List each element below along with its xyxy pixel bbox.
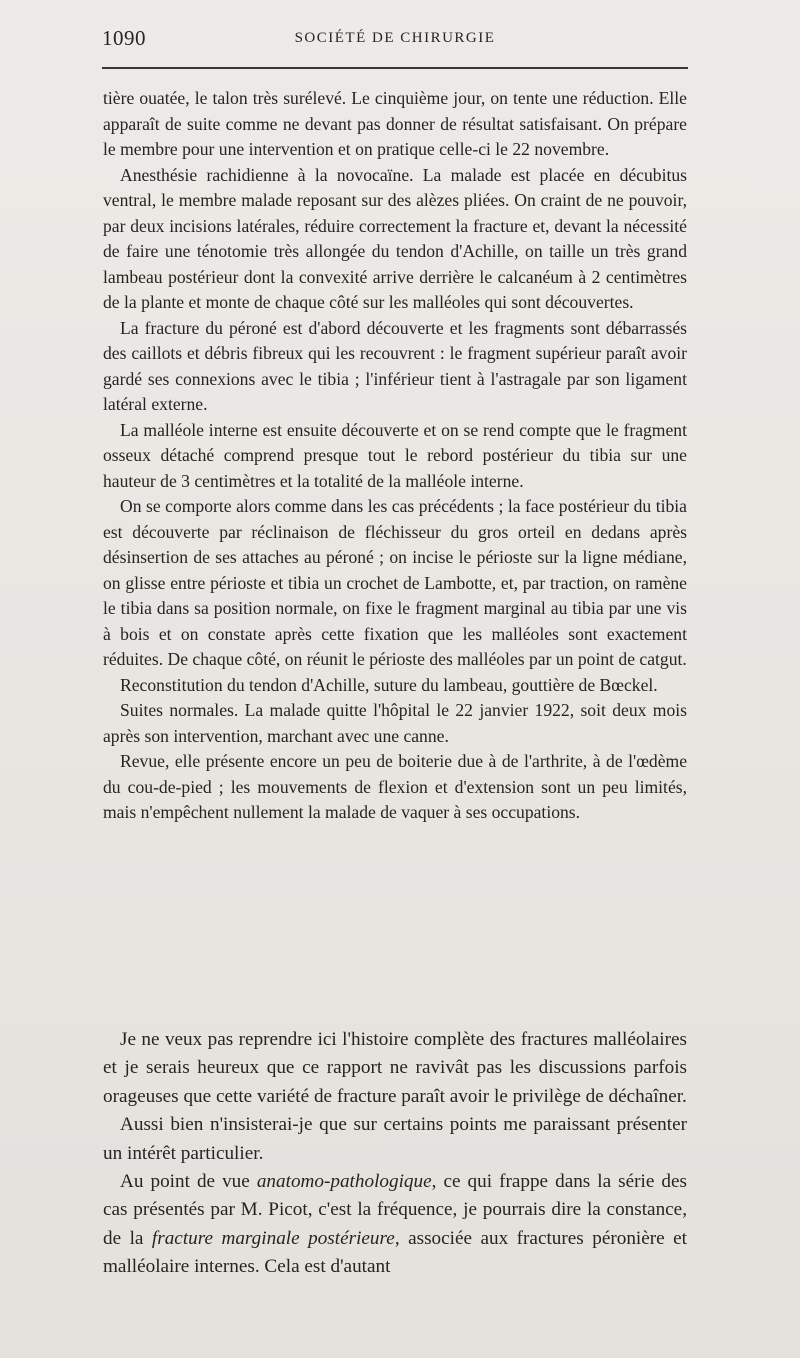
discussion-section <box>103 1026 687 1282</box>
page-header <box>102 22 688 56</box>
discussion-text: Au point de vue <box>120 1171 257 1193</box>
case-paragraph: Anesthésie rachidienne à la novocaïne. La malade est placée en décubitus ventral, le membre malade reposant sur des alèzes pliées. On craint de ne pouvoir, par deux incisions latérales, réduire correctement la fracture et, devant la nécessité de faire une ténotomie très allongée du tendon d'Achille, on taille un très grand lambeau postérieur dont la convexité arrive derrière le calcanéum à 2 centimètres de la plante et monte de chaque côté sur les malléoles qui sont découvertes. <box>103 164 687 312</box>
case-paragraph: La fracture du péroné est d'abord découverte et les fragments sont débarrassés des caillots et débris fibreux qui les recouvrent : le fragment supérieur paraît avoir gardé ses connexions avec le tibia ; l'inférieur tient à l'astragale par son ligament latéral externe. <box>103 317 687 414</box>
discussion-text: , ce qui frappe dans la série des cas présentés par M. Picot, c'est la fréquence, je pourrais dire la constance, de la <box>103 1171 687 1249</box>
page-number: 1090 <box>102 26 146 50</box>
case-paragraph: Revue, elle présente encore un peu de boiterie due à de l'arthrite, à de l'œdème du cou-de-pied ; les mouvements de flexion et d'extension sont un peu limités, mais n'empêchent nullement la malade de vaquer à ses occupations. <box>103 751 687 822</box>
case-paragraph: Suites normales. La malade quitte l'hôpital le 22 janvier 1922, soit deux mois après son intervention, marchant avec une canne. <box>103 700 687 746</box>
italic-term: fracture marginale postérieure <box>151 1227 395 1249</box>
case-report-section <box>103 86 687 826</box>
header-rule <box>102 67 688 69</box>
italic-term: anatomo-pathologique <box>256 1171 432 1193</box>
case-paragraph: tière ouatée, le talon très surélevé. Le cinquième jour, on tente une réduction. Elle apparaît de suite comme ne devant pas donner de résultat satisfaisant. On prépare le membre pour une intervention et on pratique celle-ci le 22 novembre. <box>103 88 687 159</box>
discussion-paragraph: Je ne veux pas reprendre ici l'histoire complète des fractures malléolaires et je serais heureux que ce rapport ne ravivât pas les discussions parfois orageuses que cette variété de fracture paraît avoir le privilège de déchaîner. <box>103 1029 687 1107</box>
running-title: SOCIÉTÉ DE CHIRURGIE <box>294 30 496 46</box>
discussion-paragraph <box>103 1168 687 1282</box>
case-paragraph: Reconstitution du tendon d'Achille, suture du lambeau, gouttière de Bœckel. <box>120 674 658 695</box>
discussion-text: , associée aux fractures péronière et malléolaire internes. Cela est d'autant <box>103 1227 687 1278</box>
discussion-paragraph: Aussi bien n'insisterai-je que sur certains points me paraissant présenter un intérêt particulier. <box>103 1114 687 1164</box>
case-paragraph: On se comporte alors comme dans les cas précédents ; la face postérieur du tibia est découverte par réclinaison de fléchisseur du gros orteil en dedans après désinsertion de ses attaches au péroné ; on incise le périoste sur la ligne médiane, on glisse entre périoste et tibia un crochet de Lambotte, et, par traction, on ramène le tibia dans sa position normale, on fixe le fragment marginal au tibia par une vis à bois et on constate après cette fixation que les malléoles sont exactement réduites. De chaque côté, on réunit le périoste des malléoles par un point de catgut. <box>103 496 687 669</box>
case-paragraph: La malléole interne est ensuite découverte et on se rend compte que le fragment osseux détaché comprend presque tout le rebord postérieur du tibia sur une hauteur de 3 centimètres et la totalité de la malléole interne. <box>103 419 687 491</box>
